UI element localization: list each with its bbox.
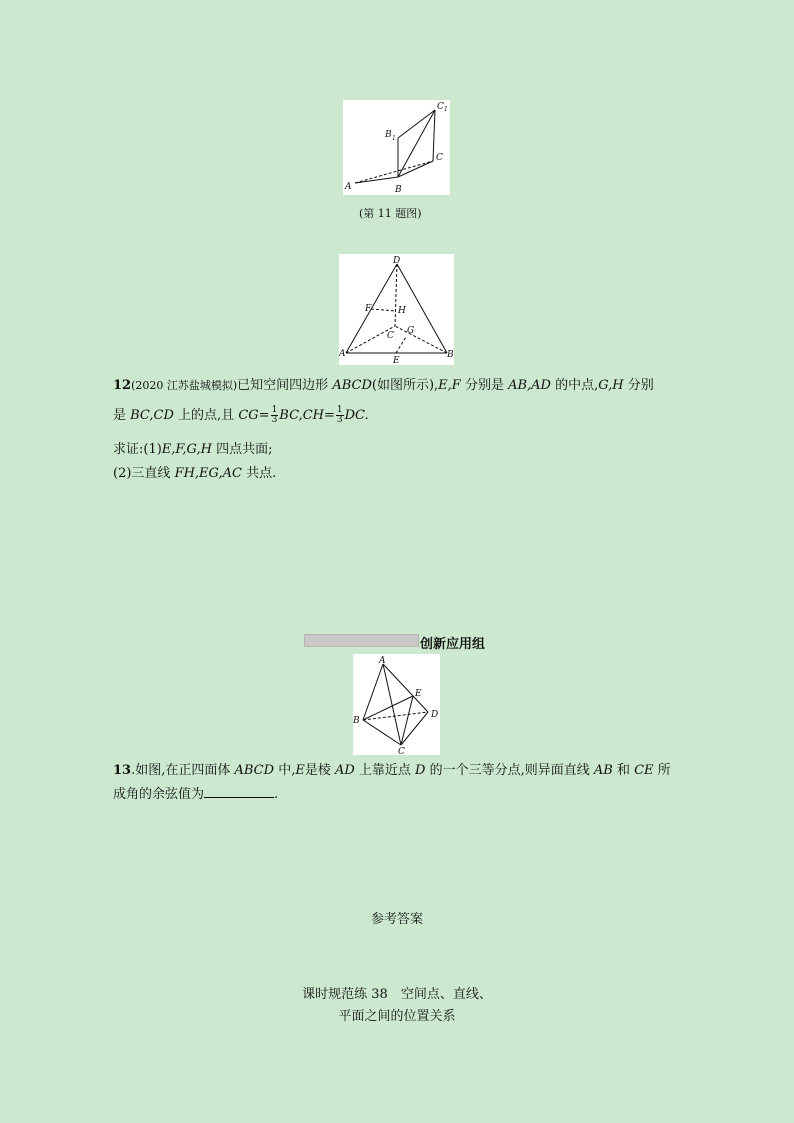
fraction-one-third: $\frac{1}{3}$	[271, 405, 278, 425]
label-A: A	[345, 182, 352, 192]
label-B: B	[353, 716, 360, 726]
answers-heading: 参考答案	[370, 912, 423, 927]
problem-12-proof-line-1: 求证:(1)E,F,G,H 四点共面;	[113, 442, 273, 457]
label-A: A	[379, 656, 386, 666]
problem-12-number: 12	[113, 378, 132, 393]
fraction-one-third: $\frac{1}{3}$	[336, 405, 343, 425]
problem-13-line-2: 成角的余弦值为 .	[113, 787, 279, 802]
label-F: F	[365, 304, 372, 314]
label-E: E	[415, 689, 422, 699]
problem-13-line-1: 13.如图,在正四面体 ABCD 中,E是棱 AD 上靠近点 D 的一个三等分点,则异面直线 AB 和 CE 所	[113, 763, 671, 778]
label-H: H	[398, 306, 406, 316]
problem-12-line-2: 是 BC,CD 上的点,且 CG= $\frac{1}{3}$ BC,CH= $\frac{1}{3}$ DC.	[113, 405, 369, 425]
label-C: C	[387, 331, 394, 341]
figure-13	[353, 654, 440, 755]
label-C: C	[398, 747, 405, 755]
lesson-title-line-1: 课时规范练 38 空间点、直线、	[302, 987, 492, 1002]
problem-12-line-1: 12(2020 江苏盐城模拟)已知空间四边形 ABCD(如图所示),E,F 分别是 AB,AD 的中点,G,H 分别	[113, 378, 654, 393]
label-B: B	[447, 350, 454, 360]
answer-blank[interactable]	[204, 785, 274, 798]
section-bar	[304, 634, 419, 647]
label-D: D	[431, 710, 439, 720]
label-E: E	[393, 356, 400, 365]
label-C1: C	[437, 102, 444, 112]
figure-11-caption: (第 11 题图)	[359, 207, 422, 220]
label-B1: B	[385, 130, 392, 140]
label-C1-subscript: 1	[444, 106, 448, 113]
label-C: C	[436, 153, 443, 163]
figure-11-diagram	[343, 100, 450, 195]
problem-12-source: (2020 江苏盐城模拟)	[131, 379, 238, 392]
figure-12	[339, 254, 454, 365]
label-B1-subscript: 1	[392, 135, 396, 142]
problem-13-number: 13	[113, 763, 132, 778]
section-title: 创新应用组	[420, 637, 486, 652]
problem-12-proof-line-2: (2)三直线 FH,EG,AC 共点.	[113, 466, 277, 481]
lesson-title-line-2: 平面之间的位置关系	[338, 1009, 456, 1024]
label-B: B	[395, 185, 402, 195]
label-D: D	[393, 256, 401, 266]
label-A: A	[339, 349, 346, 359]
figure-11	[343, 100, 450, 195]
figure-13-diagram	[353, 654, 440, 755]
label-G: G	[407, 326, 415, 336]
figure-12-diagram	[339, 254, 454, 365]
